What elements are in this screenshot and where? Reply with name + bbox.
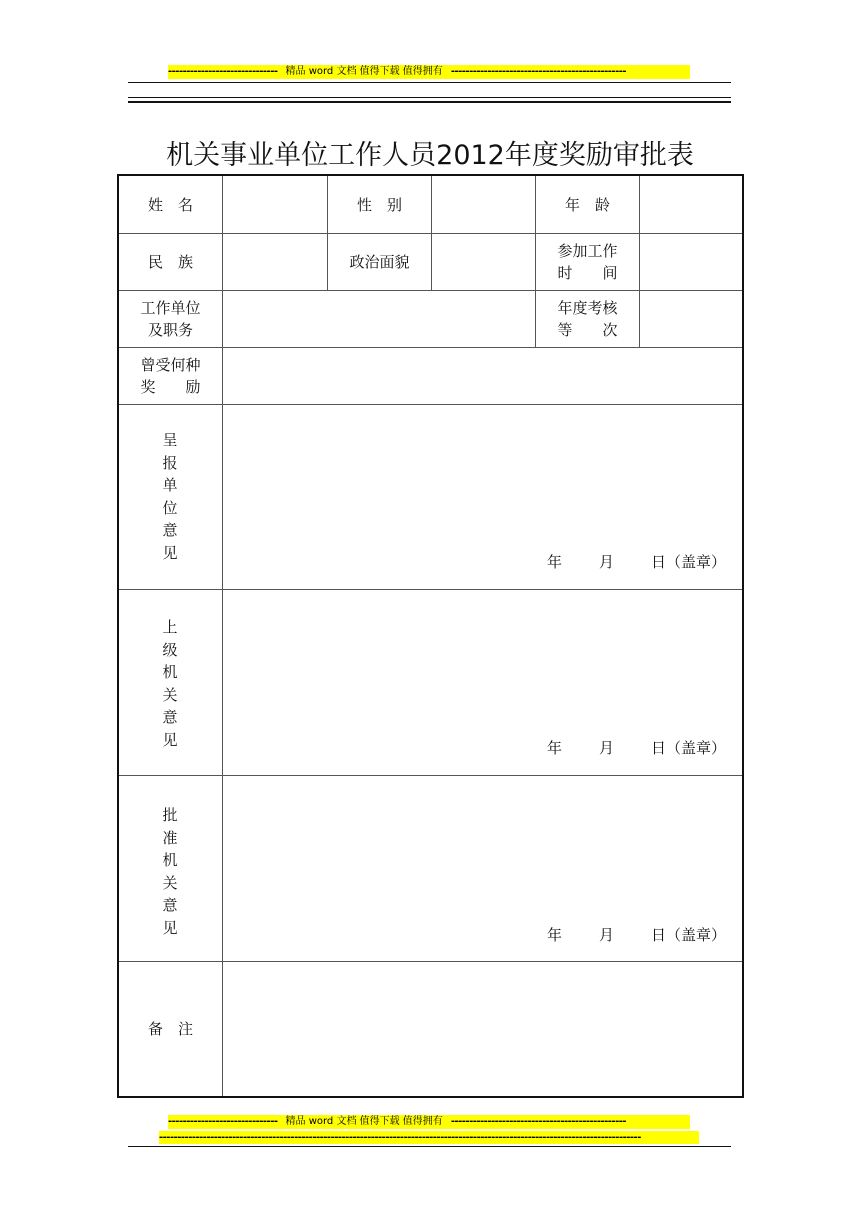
date-year: 年 <box>547 739 563 757</box>
work-start-field[interactable] <box>640 234 742 290</box>
banner-dashes-right: ------------------------------------------------ <box>450 66 627 77</box>
unit-position-field[interactable] <box>223 291 535 347</box>
banner-text: 精品 word 文档 值得下载 值得拥有 <box>285 66 443 77</box>
footer-dashes-extra: ------------------------------------------------------------------------------------------------------------------------------------ <box>159 1132 641 1143</box>
header-double-rule-top <box>128 97 731 98</box>
label-assessment-line2: 等 次 <box>557 321 618 339</box>
label-awards <box>119 348 222 404</box>
label-age: 年 龄 <box>564 195 610 214</box>
label-work-start-line1: 参加工作 <box>557 242 618 260</box>
page-title: 机关事业单位工作人员2012年度奖励审批表 <box>166 140 694 171</box>
footer-dashes-left: ------------------------------ <box>168 1116 278 1127</box>
label-assessment-line1: 年度考核 <box>557 299 618 317</box>
date-month: 月 <box>599 739 615 757</box>
banner-dashes-left: ------------------------------ <box>168 66 278 77</box>
label-ethnicity: 民 族 <box>147 253 193 271</box>
label-politics: 政治面貌 <box>349 253 410 271</box>
date-month: 月 <box>599 553 615 571</box>
label-name: 姓 名 <box>147 195 193 214</box>
label-superior-opinion: 上 级 机 关 意 见 <box>162 618 178 749</box>
footer-banner-extra <box>159 1131 699 1144</box>
awards-field[interactable] <box>223 348 742 404</box>
label-assessment <box>536 291 639 347</box>
label-work-start <box>536 234 639 290</box>
label-submitting-unit-opinion: 呈 报 单 位 意 见 <box>162 431 178 562</box>
name-field[interactable] <box>223 176 327 233</box>
label-unit-position <box>119 291 222 347</box>
remarks-field[interactable] <box>223 962 742 1096</box>
header-rule <box>128 82 731 83</box>
footer-banner-text: 精品 word 文档 值得下载 值得拥有 <box>285 1116 443 1127</box>
label-approval-opinion: 批 准 机 关 意 见 <box>162 806 178 937</box>
header-banner <box>168 65 690 79</box>
date-year: 年 <box>547 926 563 944</box>
footer-banner <box>168 1115 690 1129</box>
date-day-seal: 日（盖章） <box>651 553 727 571</box>
label-remarks: 备 注 <box>147 1020 193 1038</box>
date-day-seal: 日（盖章） <box>651 926 727 944</box>
date-day-seal: 日（盖章） <box>651 739 727 757</box>
gender-field[interactable] <box>432 176 535 233</box>
ethnicity-field[interactable] <box>223 234 327 290</box>
politics-field[interactable] <box>432 234 535 290</box>
label-work-start-line2: 时 间 <box>557 264 618 282</box>
label-gender: 性 别 <box>356 195 402 214</box>
age-field[interactable] <box>640 176 742 233</box>
date-month: 月 <box>599 926 615 944</box>
label-awards-line2: 奖 励 <box>140 378 201 396</box>
footer-rule <box>128 1146 731 1147</box>
date-year: 年 <box>547 553 563 571</box>
assessment-field[interactable] <box>640 291 742 347</box>
approval-form <box>117 174 744 1098</box>
header-double-rule-bottom <box>128 101 731 103</box>
label-awards-line1: 曾受何种 <box>140 356 201 374</box>
label-unit-line2: 及职务 <box>147 321 193 339</box>
label-unit-line1: 工作单位 <box>140 299 201 317</box>
footer-dashes-right: ------------------------------------------------ <box>450 1116 627 1127</box>
